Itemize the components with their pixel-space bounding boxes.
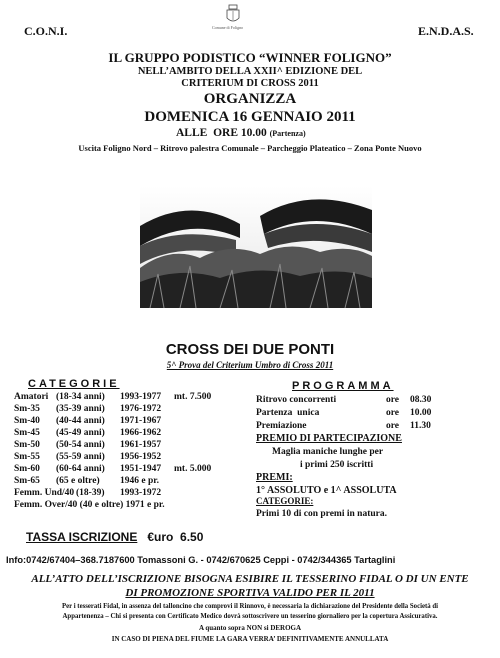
category-row [14,476,254,488]
category-row [14,440,254,452]
category-name: Sm-45 [14,428,40,438]
category-ages: (18-39) [76,488,105,498]
crest-caption: Comune di Foligno [212,25,244,30]
programma-row [256,408,446,420]
category-ages: (18-34 anni) [56,392,105,402]
category-years: 1956-1952 [120,452,162,462]
programma-ore: ore [386,395,400,405]
category-name: Sm-50 [14,440,40,450]
category-row [14,488,254,500]
category-distance: mt. 7.500 [174,392,212,402]
tassa-label: TASSA ISCRIZIONE [26,530,138,544]
time-value: 10.00 [240,127,267,139]
notice-small4: IN CASO DI PIENA DEL FIUME LA GARA VERRA’ DEFINITIVAMENTE ANNULLATA [111,635,389,643]
category-years: 1993-1972 [120,488,162,498]
category-name: Sm-60 [14,464,40,474]
category-years: 1946 e pr. [120,476,159,486]
notice-small3: A quanto sopra NON si DEROGA [198,624,302,632]
category-ages: (45-49 anni) [56,428,105,438]
crest-icon [220,4,246,26]
category-years: 1951-1947 [120,464,162,474]
programma-time: 11.30 [410,421,431,431]
category-years: 1961-1957 [120,440,162,450]
time-label: ALLE ORE [176,127,238,139]
event-title: CROSS DEI DUE PONTI [165,341,335,358]
category-row [14,416,254,428]
location-line: Uscita Foligno Nord – Ritrovo palestra Comunale – Parcheggio Plateatico – Zona Ponte Nuovo [78,143,422,153]
notice-line1: ALL’ATTO DELL’ISCRIZIONE BISOGNA ESIBIRE IL TESSERINO FIDAL O DI UN ENTE [31,573,469,585]
premio-line1: Maglia maniche lunghe per [272,447,384,457]
group-title: IL GRUPPO PODISTICO “WINNER FOLIGNO” [108,50,392,65]
notice-small1: Per i tesserati Fidal, in assenza del talloncino che comprovi il Rinnovo, è necessaria la dichiarazione del Presidente della Società di [61,603,439,610]
programma-row [256,395,446,407]
event-subtitle: 5^ Prova del Criterium Umbro di Cross 2011 [166,360,334,370]
category-ages: (40-44 anni) [56,416,105,426]
category-name: Sm-40 [14,416,40,426]
category-ages: (35-39 anni) [56,404,105,414]
programma-time: 08.30 [410,395,432,405]
right-org: E.N.D.A.S. [418,24,474,38]
organizza: ORGANIZZA [203,91,297,107]
category-name: Sm-55 [14,452,40,462]
category-years: 1993-1977 [120,392,162,402]
categories-heading: CATEGORIE [28,378,120,390]
categorie-line: Primi 10 di con premi in natura. [256,509,387,519]
category-years: 1971-1967 [120,416,162,426]
programma-heading: PROGRAMMA [292,380,394,392]
event-time [176,127,306,139]
category-distance: mt. 5.000 [174,464,212,474]
category-name: Femm. Und/40 [14,488,75,498]
category-ages: (65 e oltre) [56,476,100,486]
categorie-heading: CATEGORIE: [256,496,314,506]
category-row [14,404,254,416]
category-row-last: Femm. Over/40 (40 e oltre) 1971 e pr. [14,500,165,510]
bridge-photo [140,186,372,308]
programma-label: Ritrovo concorrenti [256,395,337,405]
category-name: Amatori [14,392,49,402]
programma-row [256,421,446,433]
category-ages: (55-59 anni) [56,452,105,462]
premio-heading: PREMIO DI PARTECIPAZIONE [256,433,402,444]
category-row [14,392,254,404]
time-note: (Partenza) [269,129,306,138]
notice-line2: DI PROMOZIONE SPORTIVA VALIDO PER IL 2011 [125,587,375,599]
notice-small2: Appartenenza – Chi si presenta con Certificato Medico dovrà sottoscrivere un tesserino giornaliero per la copertura Assicurativa. [62,613,438,620]
left-org: C.O.N.I. [24,24,68,38]
tassa-iscrizione [26,530,203,544]
info-contacts: Info:0742/67404–368.7187600 Tomassoni G. - 0742/670625 Ceppi - 0742/344365 Tartaglini [6,555,396,565]
category-name: Sm-65 [14,476,40,486]
category-years: 1976-1972 [120,404,162,414]
event-date: DOMENICA 16 GENNAIO 2011 [144,109,356,125]
category-years: 1966-1962 [120,428,162,438]
tassa-value: €uro 6.50 [147,530,204,544]
programma-label: Partenza unica [256,408,320,418]
premio-line2: i primi 250 iscritti [300,460,374,470]
programma-ore: ore [386,421,400,431]
programma-time: 10.00 [410,408,432,418]
criterium-line: CRITERIUM DI CROSS 2011 [181,78,319,89]
category-ages: (50-54 anni) [56,440,105,450]
category-row [14,452,254,464]
category-name: Sm-35 [14,404,40,414]
edition-line: NELL’AMBITO DELLA XXII^ EDIZIONE DEL [137,66,363,77]
premi-line: 1° ASSOLUTO e 1^ ASSOLUTA [256,485,397,496]
category-row [14,428,254,440]
programma-label: Premiazione [256,421,307,431]
premi-heading: PREMI: [256,472,293,483]
category-ages: (60-64 anni) [56,464,105,474]
category-row [14,464,254,476]
programma-ore: ore [386,408,400,418]
